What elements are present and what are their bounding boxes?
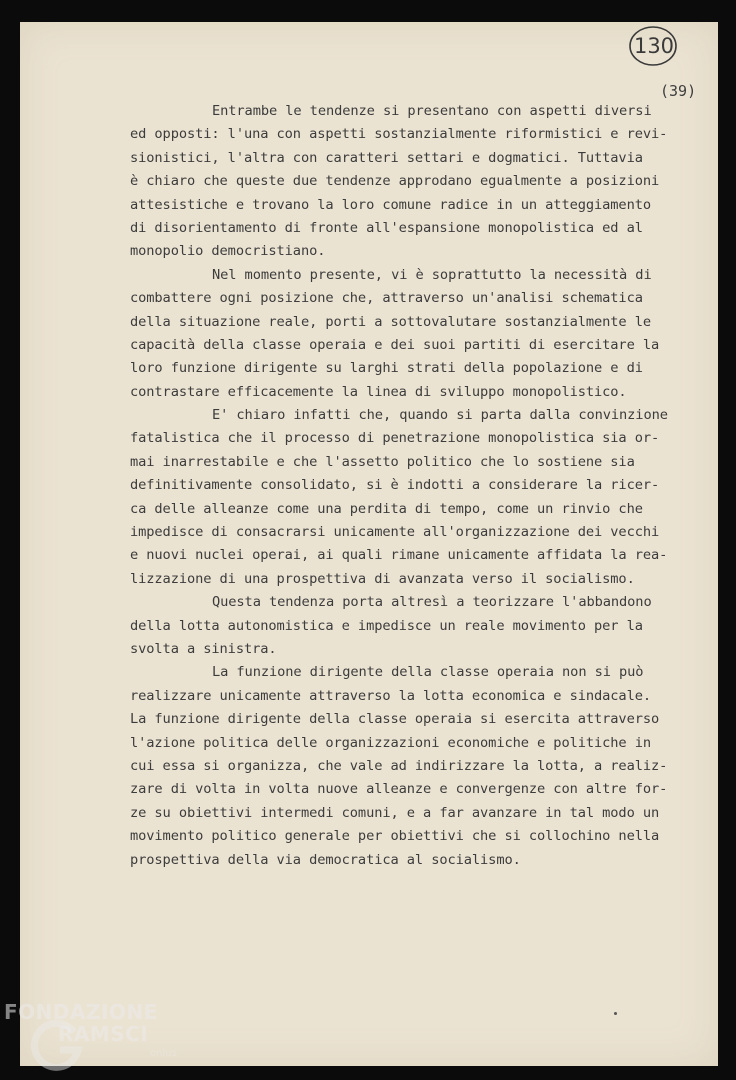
text-line: capacità della classe operaia e dei suoi partiti di esercitare la — [130, 336, 660, 353]
text-line: E' chiaro infatti che, quando si parta dalla convinzione — [212, 407, 668, 424]
text-line: Nel momento presente, vi è soprattutto la necessità di — [212, 266, 652, 283]
text-line: attesistiche e trovano la loro comune radice in un atteggiamento — [130, 196, 651, 213]
text-line: La funzione dirigente della classe operaia si esercita attraverso — [130, 711, 660, 728]
text-line: contrastare efficacemente la linea di sviluppo monopolistico. — [130, 383, 627, 400]
watermark-line2: RAMSCI — [58, 1022, 149, 1046]
ink-speck — [614, 1012, 617, 1015]
text-line: impedisce di consacrarsi unicamente all'organizzazione dei vecchi — [130, 524, 660, 541]
text-line: e nuovi nuclei operai, ai quali rimane unicamente affidata la rea- — [130, 547, 668, 564]
text-line: Questa tendenza porta altresì a teorizzare l'abbandono — [212, 594, 652, 611]
text-line: della situazione reale, porti a sottovalutare sostanzialmente le — [130, 313, 651, 330]
text-line: fatalistica che il processo di penetrazione monopolistica sia or- — [130, 430, 660, 447]
typewritten-body — [130, 100, 690, 872]
text-line: ed opposti: l'una con aspetti sostanzialmente riformistici e revi- — [130, 126, 668, 143]
text-line: Entrambe le tendenze si presentano con aspetti diversi — [212, 103, 652, 119]
text-line: combattere ogni posizione che, attraverso un'analisi schematica — [130, 290, 643, 307]
text-line: realizzare unicamente attraverso la lotta economica e sindacale. — [130, 687, 651, 704]
text-line: della lotta autonomistica e impedisce un reale movimento per la — [130, 617, 643, 634]
page-number: (39) — [660, 82, 697, 100]
text-line: ze su obiettivi intermedi comuni, e a far avanzare in tal modo un — [130, 804, 660, 821]
text-line: cui essa si organizza, che vale ad indirizzare la lotta, a realiz- — [130, 757, 668, 774]
text-line: lizzazione di una prospettiva di avanzata verso il socialismo. — [130, 570, 635, 587]
text-line: monopolio democristiano. — [130, 243, 326, 260]
text-line: ca delle alleanze come una perdita di tempo, come un rinvio che — [130, 500, 643, 517]
text-line: prospettiva della via democratica al socialismo. — [130, 851, 521, 868]
watermark-onlus: onlus — [150, 1048, 177, 1059]
text-line: definitivamente consolidato, si è indotti a considerare la ricer- — [130, 477, 660, 494]
text-line: svolta a sinistra. — [130, 640, 277, 657]
text-line: l'azione politica delle organizzazioni economiche e politiche in — [130, 734, 651, 751]
archive-number: 130 — [633, 34, 675, 58]
watermark-line1: FONDAZIONE — [4, 1000, 158, 1024]
text-line: di disorientamento di fronte all'espansione monopolistica ed al — [130, 219, 643, 236]
fondazione-gramsci-watermark — [4, 1000, 184, 1080]
text-line: movimento politico generale per obiettivi che si collochino nella — [130, 828, 660, 845]
text-line: è chiaro che queste due tendenze approdano egualmente a posizioni — [130, 173, 660, 190]
text-line: La funzione dirigente della classe operaia non si può — [212, 664, 644, 681]
text-line: loro funzione dirigente su larghi strati della popolazione e di — [130, 360, 643, 377]
text-line: zare di volta in volta nuove alleanze e convergenze con altre for- — [130, 781, 668, 798]
text-line: mai inarrestabile e che l'assetto politico che lo sostiene sia — [130, 453, 635, 470]
text-line: sionistici, l'altra con caratteri settari e dogmatici. Tuttavia — [130, 149, 643, 166]
